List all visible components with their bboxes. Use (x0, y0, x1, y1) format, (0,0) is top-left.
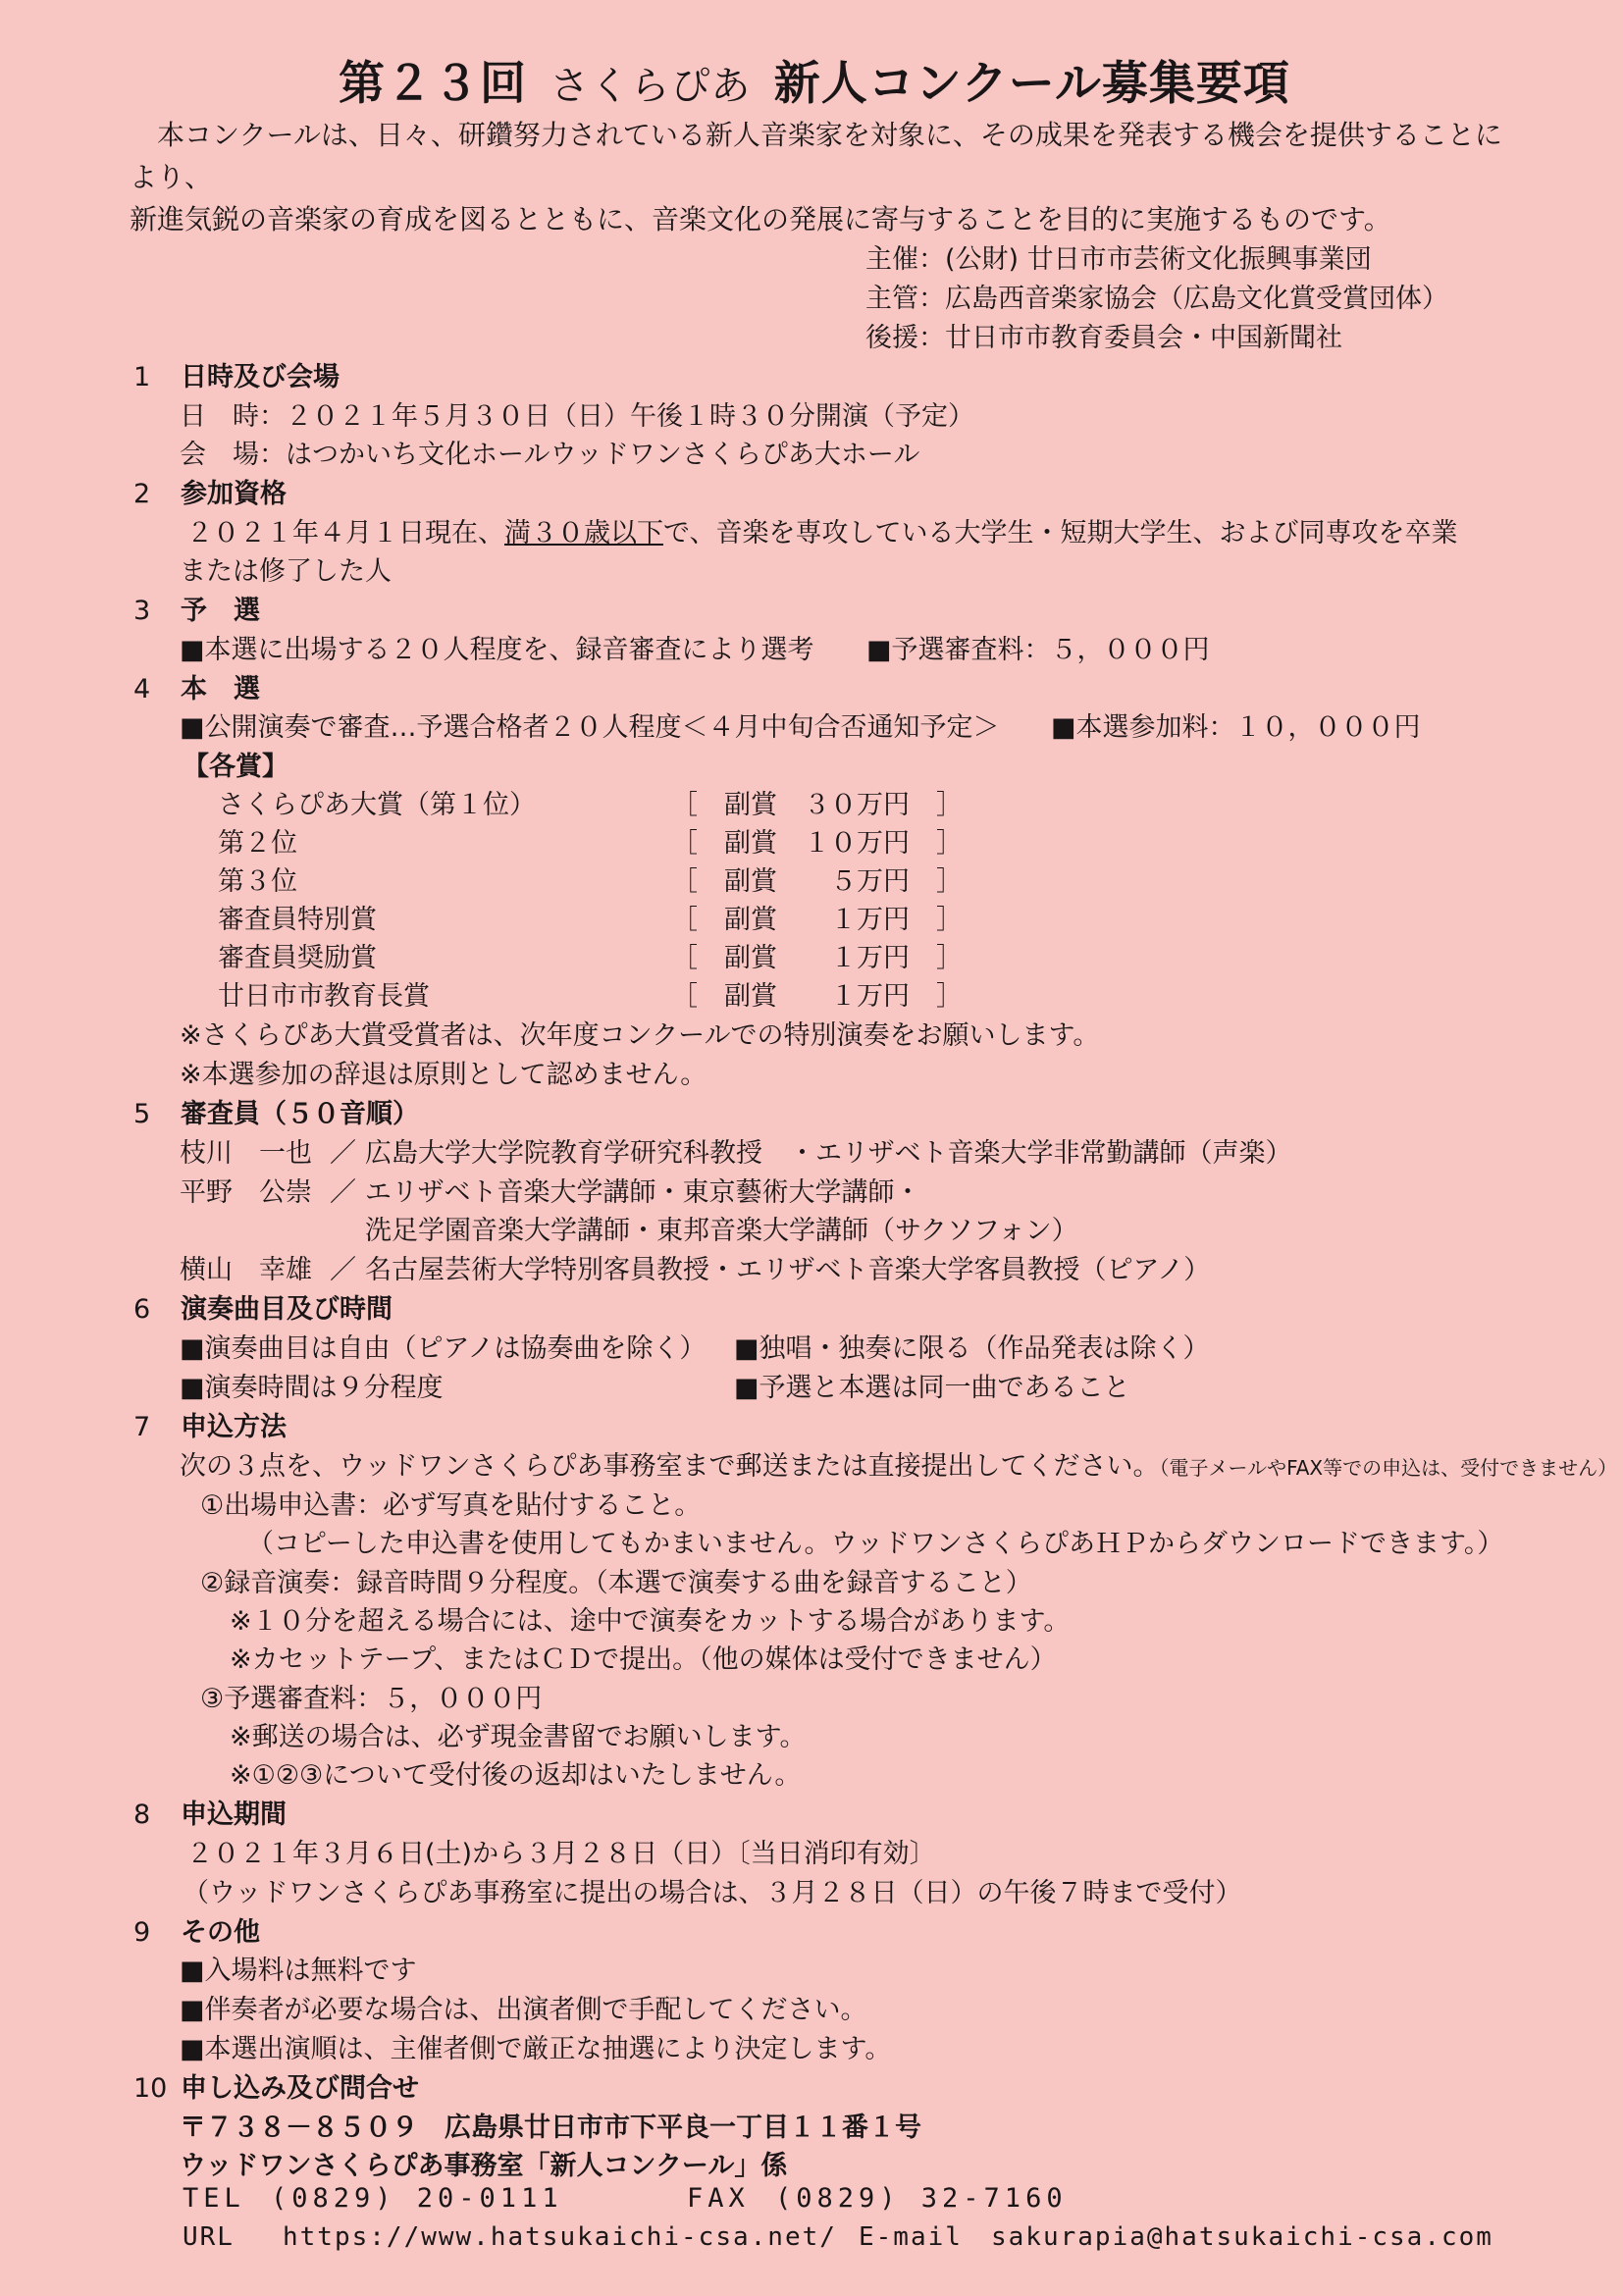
award-prize: ［ 副賞 １０万円 ］ (671, 828, 963, 859)
section-number: 3 (133, 596, 151, 626)
judge-name: 平野 公崇 (180, 1177, 312, 1208)
preliminary-fee: ■ 予選審査料：５，０００円 (866, 628, 1210, 666)
judge-name: 枝川 一也 (180, 1138, 312, 1169)
section-number: 6 (133, 1294, 151, 1325)
section-title: その他 (181, 1917, 260, 1948)
title-series: さくらぴあ (550, 64, 752, 109)
section-title: 申込期間 (181, 1800, 287, 1830)
section-title: 参加資格 (181, 479, 287, 509)
other-note: ■ 入場料は無料です (180, 1949, 417, 1987)
section-number: 2 (133, 479, 151, 509)
section-heading-2 (133, 472, 287, 510)
section-number: 8 (133, 1800, 151, 1830)
event-venue: 会 場：はつかいち文化ホールウッドワンさくらぴあ大ホール (180, 440, 920, 470)
contact-email-link[interactable]: sakurapia@hatsukaichi-csa.com (991, 2222, 1493, 2252)
application-intro-note: （電子メールやFAX等での申込は、受付できません） (1159, 1456, 1618, 1480)
organizer-support: 後援：廿日市市教育委員会・中国新聞社 (865, 323, 1342, 353)
final-fee: ■ 本選参加料：１０，０００円 (1051, 705, 1421, 744)
section-heading-9 (133, 1910, 260, 1949)
application-intro-text: 次の３点を、ウッドワンさくらぴあ事務室まで郵送または直接提出してください。 (180, 1451, 1160, 1482)
section-heading-3 (133, 589, 260, 627)
judge-affiliation: エリザベト音楽大学講師・東京藝術大学講師・ (365, 1177, 921, 1208)
page-title (339, 47, 1290, 113)
section-title: 申し込み及び問合せ (181, 2073, 419, 2104)
application-note: ※カセットテープ、またはＣＤで提出。（他の媒体は受付できません） (230, 1644, 1057, 1675)
section-title: 審査員（５０音順） (181, 1099, 419, 1129)
eligibility-text: で、音楽を専攻している大学生・短期大学生、および同専攻を卒業 (663, 518, 1458, 548)
title-main: 新人コンクール募集要項 (773, 57, 1290, 111)
intro-line: 本コンクールは、日々、研鑽努力されている新人音楽家を対象に、その成果を発表する機会を提供することにより、 (130, 119, 1502, 193)
application-note: ※①②③について受付後の返却はいたしません。 (230, 1760, 802, 1791)
title-prefix: 第２３回 (339, 57, 527, 111)
event-date: 日 時：２０２１年５月３０日（日）午後１時３０分開演（予定） (180, 401, 974, 432)
contact-tel-label: TEL (183, 2183, 245, 2214)
application-note: （コピーした申込書を使用してもかまいません。ウッドワンさくらぴあＨＰからダウンロードできます。） (247, 1529, 1504, 1559)
award-name: 第２位 (218, 828, 297, 859)
eligibility-line: または修了した人 (180, 556, 392, 587)
preliminary-selection: ■ 本選に出場する２０人程度を、録音審査により選考 (180, 628, 814, 666)
eligibility-line (186, 511, 1457, 549)
judge-separator: ／ (330, 1255, 356, 1285)
section-heading-1 (133, 355, 340, 393)
section-number: 10 (133, 2073, 168, 2104)
section-number: 9 (133, 1917, 151, 1948)
contact-email-label: E-mail (859, 2222, 963, 2252)
final-selection: ■ 公開演奏で審査…予選合格者２０人程度＜４月中旬合否通知予定＞ (180, 705, 1000, 744)
program-rule: ■ 演奏時間は９分程度 (180, 1366, 444, 1404)
section-number: 1 (133, 362, 151, 392)
intro-paragraph (130, 114, 1523, 240)
section-title: 予 選 (181, 596, 260, 626)
section-heading-8 (133, 1793, 287, 1831)
judge-affiliation: 広島大学大学院教育学研究科教授 ・エリザベト音楽大学非常勤講師（声楽） (365, 1138, 1292, 1169)
other-note: ■ 本選出演順は、主催者側で厳正な抽選により決定します。 (180, 2027, 891, 2065)
application-period: ２０２１年３月６日(土)から３月２８日（日）〔当日消印有効〕 (186, 1839, 936, 1869)
application-item: ②録音演奏：録音時間９分程度。（本選で演奏する曲を録音すること） (200, 1568, 1032, 1598)
application-intro (180, 1444, 1617, 1483)
contact-url-link[interactable]: https://www.hatsukaichi-csa.net/ (283, 2222, 837, 2252)
section-number: 7 (133, 1412, 151, 1442)
judge-separator: ／ (330, 1177, 356, 1208)
application-item: ③予選審査料：５，０００円 (200, 1684, 543, 1714)
program-rule: ■ 予選と本選は同一曲であること (734, 1366, 1130, 1404)
award-name: 審査員特別賞 (218, 905, 377, 935)
section-number: 4 (133, 674, 151, 704)
section-title: 演奏曲目及び時間 (181, 1294, 393, 1325)
judge-affiliation: 名古屋芸術大学特別客員教授・エリザベト音楽大学客員教授（ピアノ） (365, 1255, 1211, 1285)
eligibility-text: ２０２１年４月１日現在、 (186, 518, 504, 548)
section-heading-4 (133, 667, 260, 705)
program-rule: ■ 演奏曲目は自由（ピアノは協奏曲を除く） (180, 1327, 706, 1365)
intro-line: 新進気鋭の音楽家の育成を図るとともに、音楽文化の発展に寄与することを目的に実施するものです。 (130, 203, 1391, 235)
award-name: さくらぴあ大賞（第１位） (218, 790, 536, 820)
contact-office: ウッドワンさくらぴあ事務室「新人コンクール」係 (180, 2151, 788, 2181)
program-rule: ■ 独唱・独奏に限る（作品発表は除く） (734, 1327, 1210, 1365)
award-prize: ［ 副賞 ３０万円 ］ (671, 790, 963, 820)
eligibility-age: 満３０歳以下 (504, 518, 663, 548)
application-period-note: （ウッドワンさくらぴあ事務室に提出の場合は、３月２８日（日）の午後７時まで受付） (183, 1878, 1242, 1908)
award-prize: ［ 副賞 ５万円 ］ (671, 866, 963, 897)
section-heading-5 (133, 1092, 419, 1130)
award-note: ※さくらぴあ大賞受賞者は、次年度コンクールでの特別演奏をお願いします。 (180, 1020, 1100, 1051)
contact-address: 〒７３８－８５０９ 広島県廿日市市下平良一丁目１１番１号 (180, 2113, 921, 2143)
section-heading-6 (133, 1287, 393, 1326)
section-title: 本 選 (181, 674, 260, 704)
award-prize: ［ 副賞 １万円 ］ (671, 943, 963, 973)
contact-tel: (0829) 20-0111 (271, 2183, 563, 2214)
application-note: ※郵送の場合は、必ず現金書留でお願いします。 (230, 1722, 807, 1752)
award-prize: ［ 副賞 １万円 ］ (671, 905, 963, 935)
section-title: 日時及び会場 (181, 362, 340, 392)
section-number: 5 (133, 1099, 151, 1129)
contact-fax: (0829) 32-7160 (775, 2183, 1068, 2214)
other-note: ■ 伴奏者が必要な場合は、出演者側で手配してください。 (180, 1988, 867, 2026)
contact-fax-label: FAX (687, 2183, 750, 2214)
judge-name: 横山 幸雄 (180, 1255, 312, 1285)
award-note: ※本選参加の辞退は原則として認めません。 (180, 1060, 707, 1090)
application-note: ※１０分を超える場合には、途中で演奏をカットする場合があります。 (230, 1606, 1071, 1637)
awards-heading: 【各賞】 (183, 752, 288, 782)
award-name: 廿日市市教育長賞 (218, 981, 430, 1012)
judge-affiliation: 洗足学園音楽大学講師・東邦音楽大学講師（サクソフォン） (365, 1216, 1078, 1246)
award-name: 審査員奨励賞 (218, 943, 377, 973)
section-heading-10 (133, 2066, 419, 2105)
section-heading-7 (133, 1405, 287, 1443)
judge-separator: ／ (330, 1138, 356, 1169)
award-name: 第３位 (218, 866, 297, 897)
organizer-manager: 主管：広島西音楽家協会（広島文化賞受賞団体） (865, 284, 1448, 314)
application-item: ①出場申込書：必ず写真を貼付すること。 (200, 1490, 702, 1521)
organizer-host: 主催：(公財) 廿日市市芸術文化振興事業団 (865, 244, 1372, 275)
award-prize: ［ 副賞 １万円 ］ (671, 981, 963, 1012)
contact-url-label: URL (183, 2222, 235, 2252)
section-title: 申込方法 (181, 1412, 287, 1442)
